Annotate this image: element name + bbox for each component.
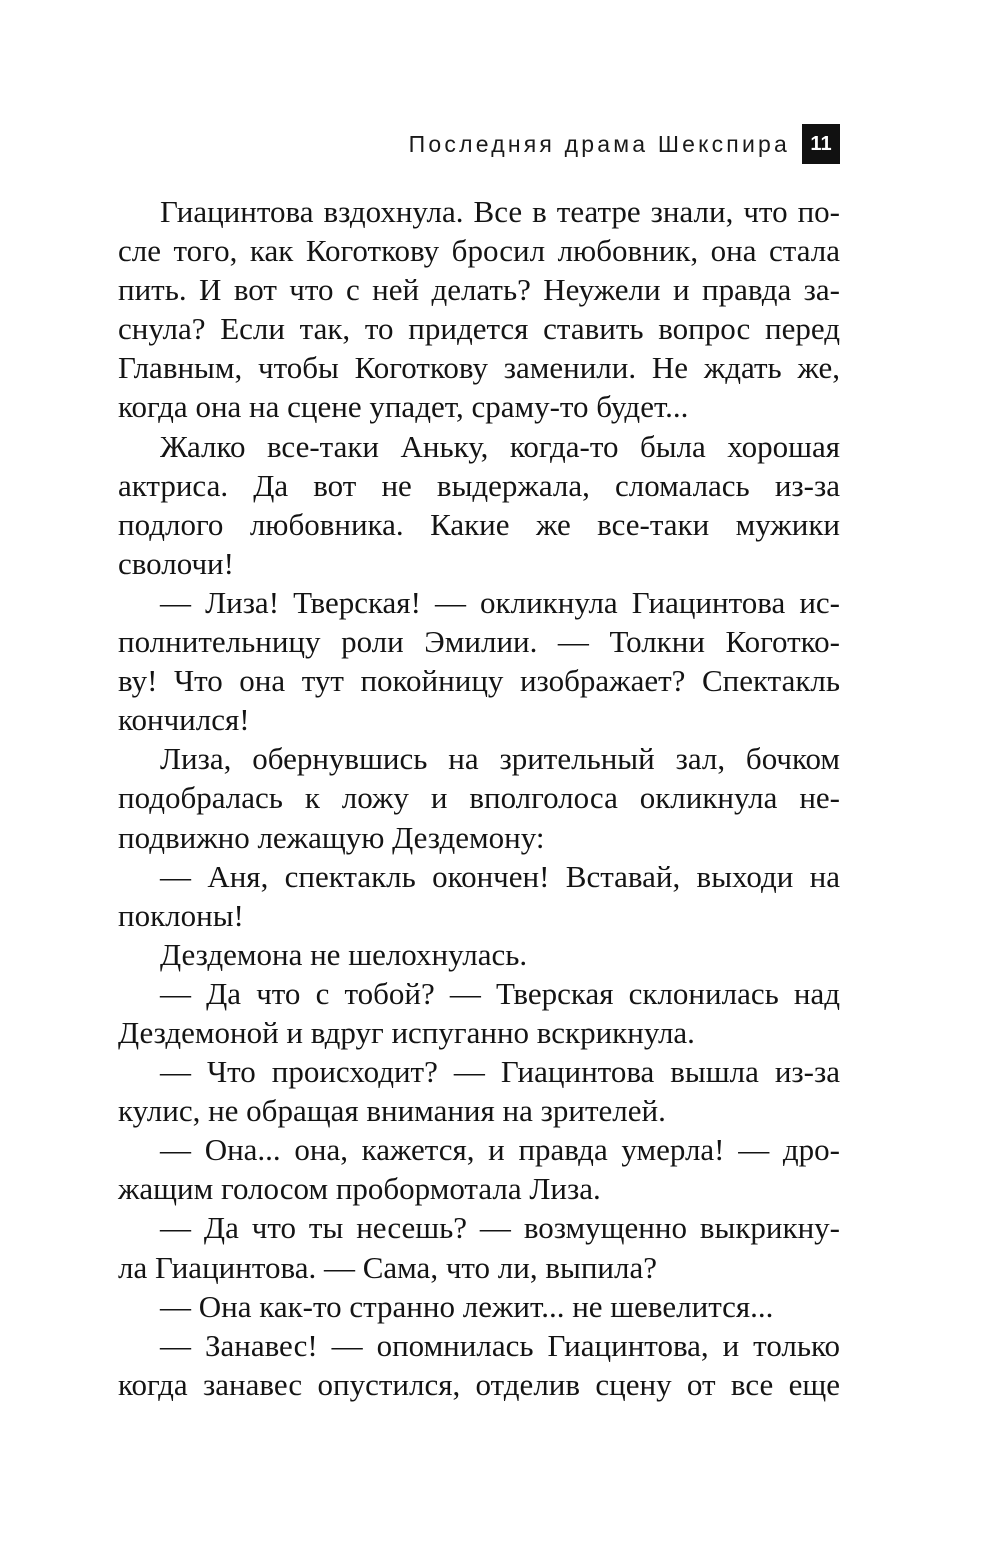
text-line: — Да что с тобой? — Тверская склонилась над [160,975,840,1011]
text-line: Дездемоной и вдруг испуганно вскрикнула. [118,1014,695,1050]
text-line: Гиацинтова вздохнула. Все в театре знали, что по- [160,194,840,229]
text-line: — Она как-то странно лежит... не шевелится... [160,1288,774,1324]
text-line: — Лиза! Тверская! — окликнула Гиацинтова ис- [160,584,840,620]
text-line: ву! Что она тут покойницу изображает? Спектакль [118,663,840,699]
text-line: кулис, не обращая внимания на зрителей. [118,1093,666,1129]
text-line: Жалко все-таки Аньку, когда-то была хорошая [160,428,840,464]
text-line: снула? Если так, то придется ставить вопрос перед [118,311,840,347]
text-line: подобралась к ложу и вполголоса окликнула не- [118,780,840,816]
text-line: — Что происходит? — Гиацинтова вышла из-за [160,1054,840,1090]
page-number: 11 [802,124,840,164]
running-title: Последняя драма Шекспира [408,130,790,157]
text-line: Лиза, обернувшись на зрительный зал, бочком [160,741,840,777]
text-line: когда занавес опустился, отделив сцену от все еще [118,1366,840,1402]
text-line: Главным, чтобы Коготкову заменили. Не ждать же, [118,350,840,386]
text-line: пить. И вот что с ней делать? Неужели и правда за- [118,272,840,308]
text-line: Дездемона не шелохнулась. [160,936,528,972]
text-line: полнительницу роли Эмилии. — Толкни Коготко- [118,624,840,660]
text-line: подвижно лежащую Дездемону: [118,819,545,855]
running-header [409,124,840,164]
text-line: — Аня, спектакль окончен! Вставай, выходи на [160,858,840,894]
text-line: кончился! [118,702,250,738]
text-line: ла Гиацинтова. — Сама, что ли, выпила? [118,1249,657,1285]
text-line: — Занавес! — опомнилась Гиацинтова, и только [160,1327,840,1363]
text-line: сле того, как Коготкову бросил любовник, она стала [118,233,840,269]
text-line: поклоны! [118,897,244,933]
text-line: подлого любовника. Какие же все-таки мужики [118,506,840,542]
text-line: жащим голосом пробормотала Лиза. [118,1171,601,1207]
text-line: — Она... она, кажется, и правда умерла! — дро- [160,1132,840,1168]
text-line: актриса. Да вот не выдержала, сломалась из-за [118,467,840,503]
body-text [118,192,840,1404]
text-line: когда она на сцене упадет, сраму-то будет... [118,389,689,425]
text-line: — Да что ты несешь? — возмущенно выкрикну- [160,1210,840,1246]
text-line: сволочи! [118,545,234,581]
